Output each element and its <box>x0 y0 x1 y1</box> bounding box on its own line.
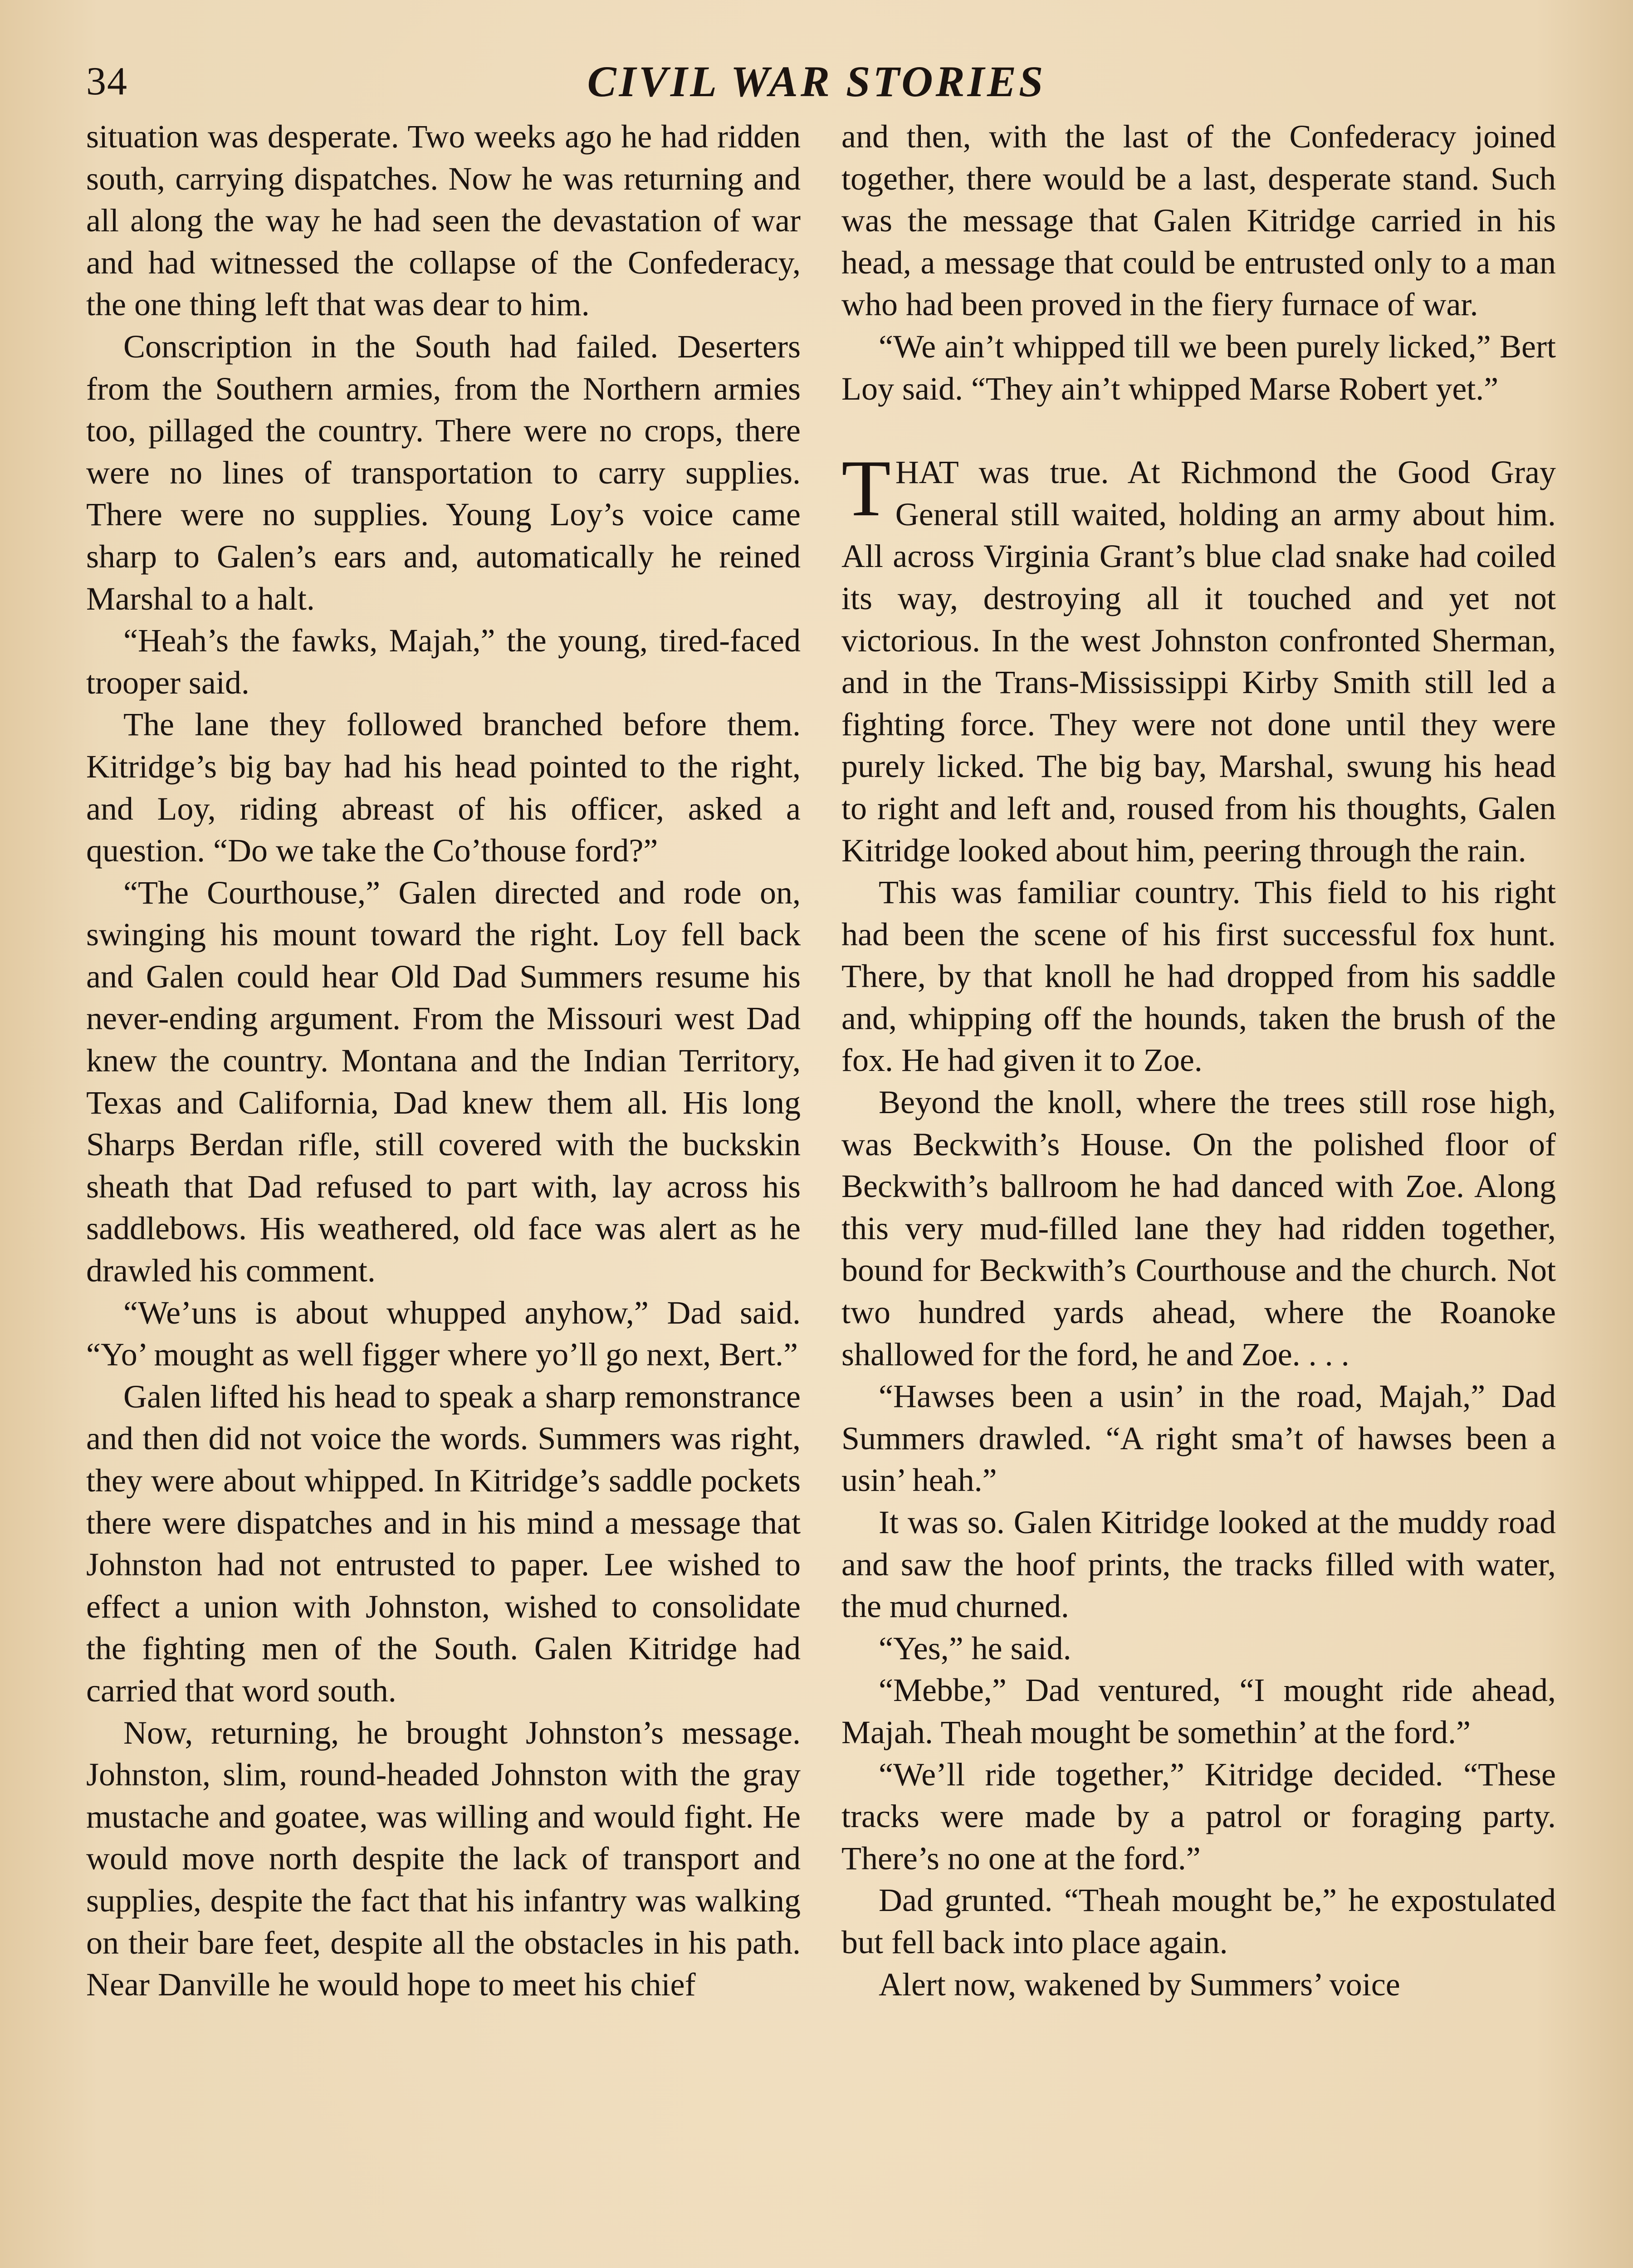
page-number: 34 <box>86 59 128 103</box>
body-paragraph <box>841 1081 1556 1375</box>
body-paragraph <box>841 326 1556 410</box>
body-paragraph <box>841 1375 1556 1501</box>
body-paragraph <box>841 1879 1556 1963</box>
paragraph-text: “We’ll ride together,” Kitridge decided. “These tracks were made by a patrol or foraging party. There’s no one at the ford.” <box>841 1756 1556 1877</box>
body-paragraph <box>86 704 801 871</box>
left-text-column <box>86 116 801 2268</box>
body-paragraph <box>841 443 1556 871</box>
paragraph-text: “We’uns is about whupped anyhow,” Dad said. “Yo’ mought as well figger where yo’ll go next, Bert.” <box>86 1294 801 1373</box>
body-paragraph <box>841 1754 1556 1880</box>
body-paragraph <box>86 1712 801 2006</box>
paragraph-text: Galen lifted his head to speak a sharp remonstrance and then did not voice the words. Summers was right, they were about whipped. In Kitridge’s saddle pockets there were dispatches and in his mind a message that Johnston had not entrusted to paper. Lee wished to effect a union with Johnston, wished to consolidate the fighting men of the South. Galen Kitridge had carried that word south. <box>86 1378 801 1709</box>
paragraph-text: “Yes,” he said. <box>879 1630 1071 1667</box>
paragraph-text: The lane they followed branched before them. Kitridge’s big bay had his head pointed to the right, and Loy, riding abreast of his officer, asked a question. “Do we take the Co’thouse ford?” <box>86 706 801 869</box>
paragraph-text: Conscription in the South had failed. Deserters from the Southern armies, from the Northern armies too, pillaged the country. There were no crops, there were no lines of transportation to carry supplies. There were no supplies. Young Loy’s voice came sharp to Galen’s ears and, automatically he reined Marshal to a halt. <box>86 328 801 617</box>
paragraph-text: Now, returning, he brought Johnston’s message. Johnston, slim, round-headed Johnston with the gray mustache and goatee, was willing and would fight. He would move north despite the lack of transport and supplies, despite the fact that his infantry was walking on their bare feet, despite all the obstacles in his path. Near Danville he would hope to meet his chief <box>86 1714 801 2003</box>
body-paragraph <box>86 872 801 1292</box>
body-paragraph <box>841 1964 1556 2006</box>
page-header <box>86 54 1547 109</box>
body-paragraph <box>841 116 1556 326</box>
paragraph-text: Alert now, wakened by Summers’ voice <box>879 1966 1400 2003</box>
paragraph-text: and then, with the last of the Confederacy joined together, there would be a last, desperate stand. Such was the message that Galen Kitridge carried in his head, a message that could be entrusted only to a man who had been proved in the fiery furnace of war. <box>841 118 1556 323</box>
paragraph-text: “The Courthouse,” Galen directed and rode on, swinging his mount toward the right. Loy fell back and Galen could hear Old Dad Summers resume his never-ending argument. From the Missouri west Dad knew the country. Montana and the Indian Territory, Texas and California, Dad knew them all. His long Sharps Berdan rifle, still covered with the buckskin sheath that Dad refused to part with, lay across his saddlebows. His weathered, old face was alert as he drawled his comment. <box>86 874 801 1289</box>
running-title: CIVIL WAR STORIES <box>587 57 1046 106</box>
body-paragraph <box>86 1376 801 1712</box>
body-paragraph <box>86 326 801 620</box>
paragraph-text: Beyond the knoll, where the trees still rose high, was Beckwith’s House. On the polished floor of Beckwith’s ballroom he had danced with Zoe. Along this very mud-filled lane they had ridden together, bound for Beckwith’s Courthouse and the church. Not two hundred yards ahead, where the Roanoke shallowed for the ford, he and Zoe. . . . <box>841 1084 1556 1373</box>
paragraph-text: Dad grunted. “Theah mought be,” he expostulated but fell back into place again. <box>841 1882 1556 1960</box>
paragraph-text: It was so. Galen Kitridge looked at the muddy road and saw the hoof prints, the tracks filled with water, the mud churned. <box>841 1504 1556 1625</box>
body-paragraph <box>86 1292 801 1376</box>
paragraph-text: HAT was true. At Richmond the Good Gray General still waited, holding an army about him. All across Virginia Grant’s blue clad snake had coiled its way, destroying all it touched and yet not victorious. In the west Johnston confronted Sherman, and in the Trans-Mississippi Kirby Smith still led a fighting force. They were not done until they were purely licked. The big bay, Marshal, swung his head to right and left and, roused from his thoughts, Galen Kitridge looked about him, peering through the rain. <box>841 454 1556 869</box>
right-text-column <box>841 116 1556 2268</box>
paragraph-text: “Mebbe,” Dad ventured, “I mought ride ahead, Majah. Theah mought be somethin’ at the ford.” <box>841 1672 1556 1750</box>
paragraph-text: “We ain’t whipped till we been purely licked,” Bert Loy said. “They ain’t whipped Marse Robert yet.” <box>841 328 1556 407</box>
body-paragraph <box>86 116 801 326</box>
paragraph-text: This was familiar country. This field to his right had been the scene of his first successful fox hunt. There, by that knoll he had dropped from his saddle and, whipping off the hounds, taken the brush of the fox. He had given it to Zoe. <box>841 874 1556 1079</box>
body-paragraph <box>841 1628 1556 1670</box>
paragraph-text: “Heah’s the fawks, Majah,” the young, tired-faced trooper said. <box>86 622 801 701</box>
paragraph-text: situation was desperate. Two weeks ago he had ridden south, carrying dispatches. Now he was returning and all along the way he had seen the devastation of war and had witnessed the collapse of the Confederacy, the one thing left that was dear to him. <box>86 118 801 323</box>
paragraph-text: “Hawses been a usin’ in the road, Majah,” Dad Summers drawled. “A right sma’t of hawses been a usin’ heah.” <box>841 1378 1556 1499</box>
body-paragraph <box>841 1669 1556 1753</box>
body-paragraph <box>841 871 1556 1081</box>
drop-cap: T <box>841 443 891 533</box>
body-paragraph <box>86 620 801 704</box>
body-paragraph <box>841 1501 1556 1628</box>
